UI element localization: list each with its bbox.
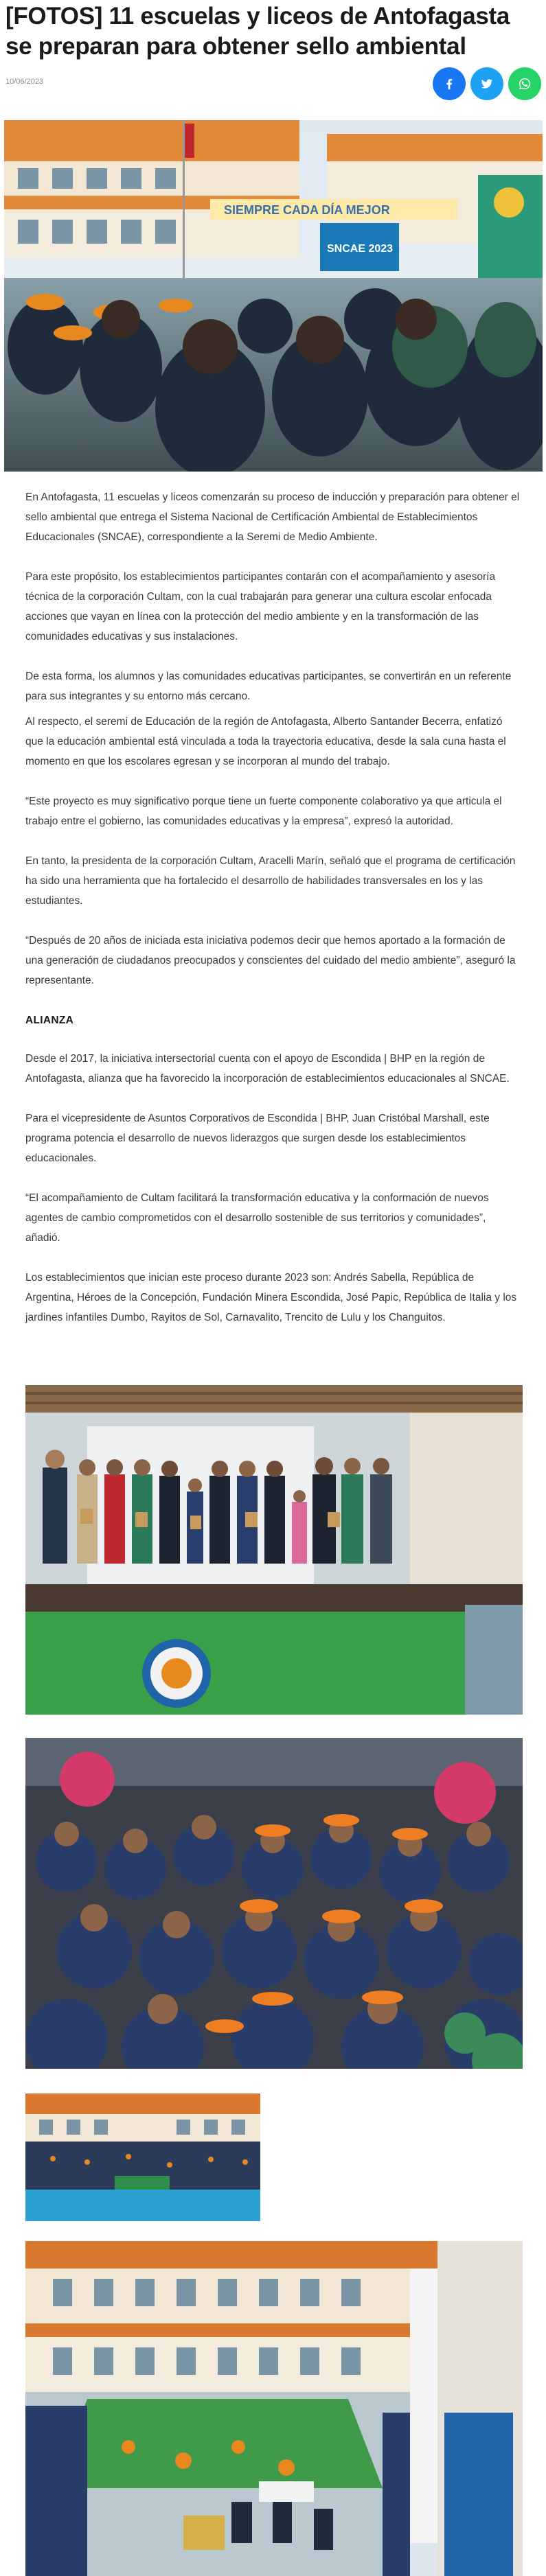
article-title: [FOTOS] 11 escuelas y liceos de Antofagasta se preparan para obtener sello ambiental xyxy=(5,3,510,60)
gallery-photo-students xyxy=(25,1738,523,2069)
article-body xyxy=(25,487,520,1347)
share-facebook-button[interactable] xyxy=(433,67,466,100)
courtyard-image xyxy=(25,2241,523,2576)
gallery-photo-gym xyxy=(25,2093,260,2221)
share-whatsapp-button[interactable] xyxy=(508,67,541,100)
paragraph: “Después de 20 años de iniciada esta iniciativa podemos decir que hemos aportado a la formación de una generación de ciudadanos preocupados y conscientes del cuidado del medio ambiente”, aseguró la representante. xyxy=(25,935,516,986)
hero-screen-text: SNCAE 2023 xyxy=(327,243,394,255)
hero-image xyxy=(4,120,543,472)
stage-group-image xyxy=(25,1385,523,1715)
hero-photo xyxy=(4,120,543,472)
paragraph: Al respecto, el seremi de Educación de la región de Antofagasta, Alberto Santander Becerra, enfatizó que la educación ambiental está vinculada a toda la trayectoria educativa, desde la sala cuna hasta el momento en que los escolares egresan y se incorporan al mundo del trabajo. xyxy=(25,716,506,767)
gallery-photo-stage xyxy=(25,1385,523,1715)
paragraph: En Antofagasta, 11 escuelas y liceos comenzarán su proceso de inducción y preparación para obtener el sello ambiental que entrega el Sistema Nacional de Certificación Ambiental de Establecimientos Educacionales (SNCAE), correspondiente a la Seremi de Medio Ambiente. xyxy=(25,491,520,543)
article-date: 10/06/2023 xyxy=(5,78,44,86)
facebook-icon xyxy=(442,76,457,91)
twitter-icon xyxy=(479,76,494,91)
paragraph: Para este propósito, los establecimientos participantes contarán con el acompañamiento y asesoría técnica de la corporación Cultam, con la cual trabajarán para generar una cultura escolar enfocada acciones que vayan en línea con la protección del medio ambiente y en la transformación de las comunidades educativas y sus instalaciones. xyxy=(25,571,496,642)
paragraph: Desde el 2017, la iniciativa intersectorial cuenta con el apoyo de Escondida | BHP en la región de Antofagasta, alianza que ha favorecido la incorporación de establecimientos educacionales al SNCAE. xyxy=(25,1053,510,1084)
gallery-photo-courtyard xyxy=(25,2241,523,2576)
gym-image xyxy=(25,2093,260,2221)
paragraph: “El acompañamiento de Cultam facilitará la transformación educativa y la conformación de nuevos agentes de cambio comprometidos con el desarrollo sostenible de sus territorios y comunidades”, añadió. xyxy=(25,1192,489,1244)
paragraph: En tanto, la presidenta de la corporación Cultam, Aracelli Marín, señaló que el programa de certificación ha sido una herramienta que ha fortalecido el desarrollo de habilidades transversales en los y las estudiantes. xyxy=(25,855,516,907)
share-twitter-button[interactable] xyxy=(470,67,503,100)
paragraph: De esta forma, los alumnos y las comunidades educativas participantes, se convertirán en un referente para sus integrantes y su entorno más cercano. xyxy=(25,671,512,702)
section-heading: ALIANZA xyxy=(25,1014,74,1026)
paragraph: Para el vicepresidente de Asuntos Corporativos de Escondida | BHP, Juan Cristóbal Marshall, este programa potencia el desarrollo de nuevos liderazgos que surgen desde los establecimientos educacionales. xyxy=(25,1113,490,1164)
hero-banner-text: SIEMPRE CADA DÍA MEJOR xyxy=(224,203,390,217)
students-image xyxy=(25,1738,523,2069)
article-header xyxy=(0,0,546,117)
paragraph: Los establecimientos que inician este proceso durante 2023 son: Andrés Sabella, República de Argentina, Héroes de la Concepción, Fundación Minera Escondida, José Papic, República de Italia y los jardines infantiles Dumbo, Rayitos de Sol, Carnavalito, Trencito de Lulu y los Changuitos. xyxy=(25,1272,517,1323)
whatsapp-icon xyxy=(517,76,532,91)
paragraph: “Este proyecto es muy significativo porque tiene un fuerte componente colaborativo ya que articula el trabajo entre el gobierno, las comunidades educativas y la empresa”, expresó la autoridad. xyxy=(25,796,502,827)
